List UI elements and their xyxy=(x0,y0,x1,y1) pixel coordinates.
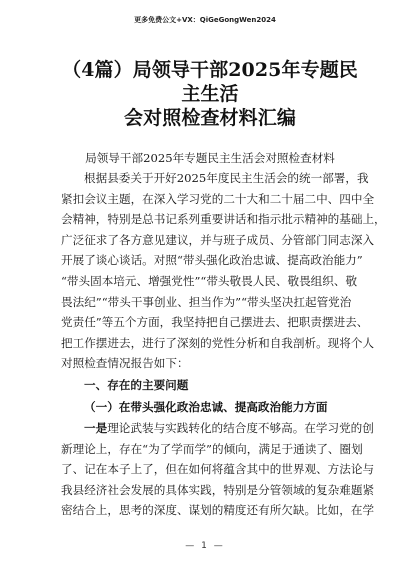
document-subtitle: 局领导干部2025年专题民主生活会对照检查材料 xyxy=(85,151,335,165)
intro-line: 畏法纪”“带头干事创业、担当作为”“带头坚决扛起管党治 xyxy=(61,294,352,309)
body-line: 新理论上，存在“为了学而学”的倾向，满足于通读了、圈划 xyxy=(61,441,363,456)
page-number: — 1 — xyxy=(185,541,225,551)
title-line-1: （4篇）局领导干部2025年专题民主生活 xyxy=(62,59,358,105)
body-paragraph xyxy=(61,418,375,521)
body-line: 了、记在本子上了，但在如何将蕴含其中的世界观、方法论与 xyxy=(61,462,375,477)
document-title xyxy=(61,58,359,130)
body-line: 我县经济社会发展的具体实践，特别是分管领域的复杂难题紧 xyxy=(61,482,375,497)
intro-line: 紧扣会议主题，在深入学习党的二十大和二十届二中、四中全 xyxy=(61,191,375,206)
title-line-2: 会对照检查材料汇编 xyxy=(124,107,296,129)
body-first-line xyxy=(61,418,374,439)
document-page xyxy=(61,58,386,521)
intro-line: 会精神，特别是总书记系列重要讲话和指示批示精神的基础上， xyxy=(61,212,386,227)
section-heading: 一、存在的主要问题 xyxy=(84,377,189,392)
intro-line: 对照检查情况报告如下： xyxy=(61,356,189,371)
intro-line: 根据县委关于开好2025年度民主生活会的统一部署，我 xyxy=(84,171,369,185)
intro-line: 开展了谈心谈话。对照“带头强化政治忠诚、提高政治能力” xyxy=(61,253,363,268)
intro-line: 广泛征求了各方意见建议，并与班子成员、分管部门同志深入 xyxy=(61,232,375,247)
intro-line: “带头固本培元、增强党性”“带头敬畏人民、敬畏组织、敬 xyxy=(61,273,358,288)
header-note: 更多免费公文+VX：QiGeGongWen2024 xyxy=(134,16,276,24)
body-first-rest: 理论武装与实践转化的结合度不够高。在学习党的创 xyxy=(107,420,374,435)
body-line: 密结合上，思考的深度、谋划的精度还有所欠缺。比如，在学 xyxy=(61,503,375,518)
body-lead: 一是 xyxy=(84,420,108,435)
intro-line: 党责任”等五个方面，我坚持把自己摆进去、把职责摆进去、 xyxy=(61,315,369,330)
intro-line: 把工作摆进去，进行了深刻的党性分析和自我剖析。现将个人 xyxy=(61,335,375,350)
intro-paragraph xyxy=(61,168,386,374)
subsection-heading: （一）在带头强化政治忠诚、提高政治能力方面 xyxy=(84,399,328,414)
